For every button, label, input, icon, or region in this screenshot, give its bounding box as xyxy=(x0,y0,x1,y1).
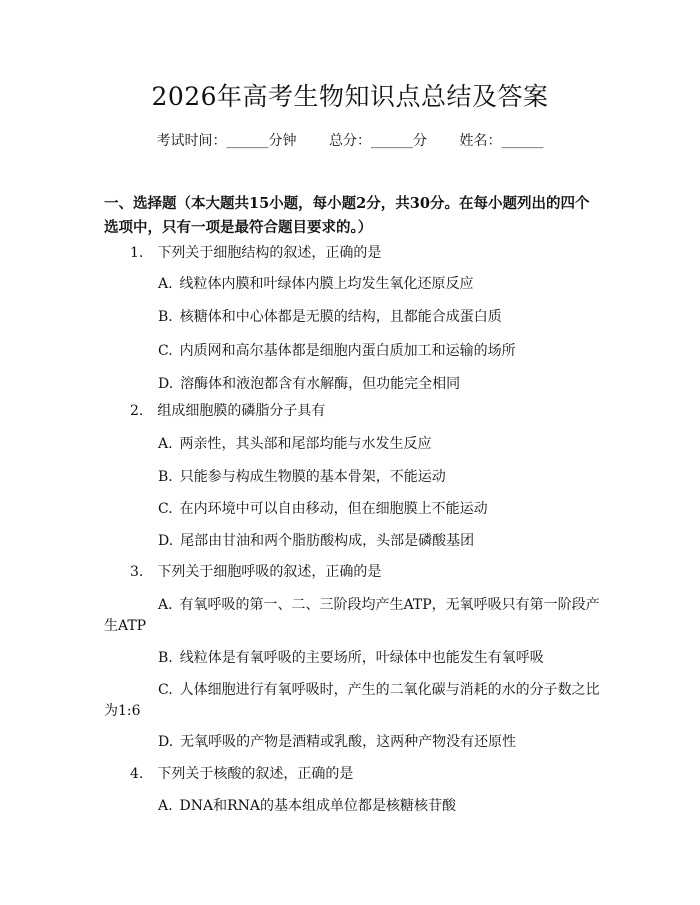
option-a-continued: 生ATP xyxy=(104,618,147,634)
page-title: 2026年高考生物知识点总结及答案 xyxy=(151,82,549,111)
option-a: A. 两亲性，其头部和尾部均能与水发生反应 xyxy=(158,436,432,452)
option-a: A. 有氧呼吸的第一、二、三阶段均产生ATP，无氧呼吸只有第一阶段产 xyxy=(158,597,600,613)
option-d: D. 尾部由甘油和两个脂肪酸构成，头部是磷酸基团 xyxy=(158,533,475,549)
option-d: D. 溶酶体和液泡都含有水解酶，但功能完全相同 xyxy=(158,376,461,392)
option-b: B. 线粒体是有氧呼吸的主要场所，叶绿体中也能发生有氧呼吸 xyxy=(158,650,544,666)
option-a: A. DNA和RNA的基本组成单位都是核糖核苷酸 xyxy=(158,798,457,814)
question-stem: 3. 下列关于细胞呼吸的叙述，正确的是 xyxy=(130,564,382,580)
option-b: B. 核糖体和中心体都是无膜的结构，且都能合成蛋白质 xyxy=(158,309,502,325)
exam-time-field: 考试时间：______分钟 xyxy=(156,133,297,149)
student-name-field: 姓名：______ xyxy=(459,133,544,149)
option-c: C. 人体细胞进行有氧呼吸时，产生的二氧化碳与消耗的水的分子数之比 xyxy=(158,682,600,698)
exam-info-row xyxy=(0,131,700,151)
section-heading: 一、选择题（本大题共15小题，每小题2分，共30分。在每小题列出的四个选项中，只有一项是最符合题目要求的。） xyxy=(104,195,590,236)
option-c: C. 在内环境中可以自由移动，但在细胞膜上不能运动 xyxy=(158,501,488,517)
question-stem: 2. 组成细胞膜的磷脂分子具有 xyxy=(130,403,326,419)
question-stem: 1. 下列关于细胞结构的叙述，正确的是 xyxy=(130,245,382,261)
option-d: D. 无氧呼吸的产物是酒精或乳酸，这两种产物没有还原性 xyxy=(158,734,517,750)
option-c: C. 内质网和高尔基体都是细胞内蛋白质加工和运输的场所 xyxy=(158,343,516,359)
question-stem: 4. 下列关于核酸的叙述，正确的是 xyxy=(130,766,354,782)
option-a: A. 线粒体内膜和叶绿体内膜上均发生氧化还原反应 xyxy=(158,276,474,292)
total-score-field: 总分：______分 xyxy=(329,133,427,149)
option-b: B. 只能参与构成生物膜的基本骨架，不能运动 xyxy=(158,469,446,485)
option-c-continued: 为1:6 xyxy=(104,703,141,719)
